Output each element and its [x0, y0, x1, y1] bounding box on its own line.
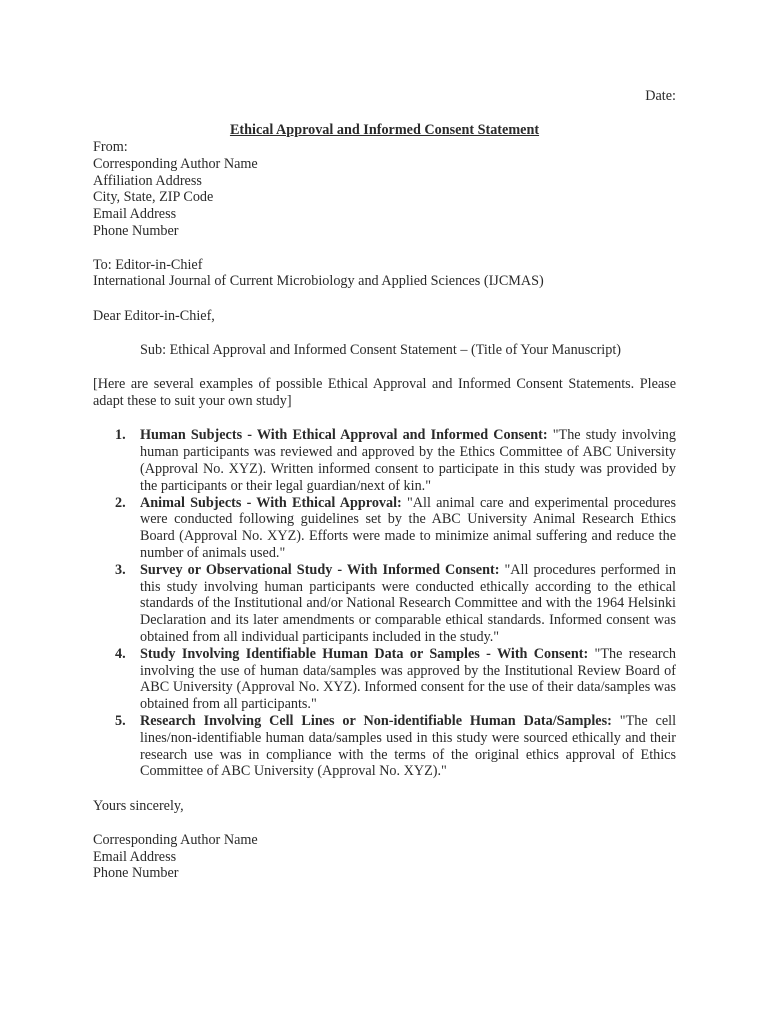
document-title: Ethical Approval and Informed Consent Statement — [229, 122, 540, 138]
list-item-number: 4. — [115, 645, 126, 662]
intro-paragraph: [Here are several examples of possible Ethical Approval and Informed Consent Statements. Please adapt these to suit your own study] — [93, 376, 676, 410]
list-item-number: 1. — [115, 427, 126, 444]
list-item — [115, 712, 677, 780]
from-affiliation-address: Affiliation Address — [93, 172, 202, 189]
signature-email-address: Email Address — [93, 848, 177, 865]
salutation: Dear Editor-in-Chief, — [93, 307, 215, 324]
list-item — [115, 645, 676, 713]
list-item — [115, 561, 676, 646]
list-item-number: 3. — [115, 561, 126, 578]
to-block — [93, 257, 676, 291]
list-item-text: "All procedures performed in this study involving human participants were conducted ethically according to the ethical standards of the Institutional and/or National Research Committee and with the 1964 Helsinki Declaration and its later amendments or comparable ethical standards. Informed consent was obtained from all individual participants included in the study." — [140, 561, 676, 645]
date-label: Date: — [645, 88, 676, 104]
examples-list — [93, 427, 676, 780]
signature-block — [93, 832, 676, 882]
list-item — [115, 494, 676, 562]
from-email-address: Email Address — [93, 206, 177, 223]
list-item-heading: Human Subjects - With Ethical Approval and Informed Consent: — [140, 427, 548, 444]
list-item — [115, 427, 676, 494]
closing: Yours sincerely, — [93, 797, 184, 814]
from-city-state-zip: City, State, ZIP Code — [93, 189, 214, 206]
subject-line: Sub: Ethical Approval and Informed Consent Statement – (Title of Your Manuscript) — [140, 341, 622, 358]
to-journal: International Journal of Current Microbiology and Applied Sciences (IJCMAS) — [93, 273, 544, 290]
list-item-number: 5. — [115, 712, 126, 729]
from-block — [93, 139, 676, 240]
list-item-heading: Study Involving Identifiable Human Data or Samples - With Consent: — [140, 645, 589, 662]
list-item-heading: Research Involving Cell Lines or Non-identifiable Human Data/Samples: — [140, 712, 612, 729]
list-item-text: "All animal care and experimental procedures were conducted following guidelines set by the ABC University Animal Research Ethics Board (Approval No. XYZ). Efforts were made to minimize animal suffering and reduce the number of animals used." — [140, 494, 676, 561]
from-phone-number: Phone Number — [93, 222, 179, 239]
from-author-name: Corresponding Author Name — [93, 155, 258, 172]
list-item-text: "The cell lines/non-identifiable human data/samples used in this study were sourced ethically and their research use was in compliance with the terms of the original ethics approval of Ethics Committee of ABC University (Approval No. XYZ)." — [140, 712, 677, 780]
signature-author-name: Corresponding Author Name — [93, 831, 258, 848]
to-recipient: To: Editor-in-Chief — [93, 256, 203, 273]
list-item-heading: Survey or Observational Study - With Informed Consent: — [140, 561, 500, 578]
list-item-text: "The study involving human participants was reviewed and approved by the Ethics Committee of ABC University (Approval No. XYZ). Written informed consent to participate in this study was provided by the participants or their legal guardian/next of kin." — [140, 427, 676, 494]
signature-phone-number: Phone Number — [93, 865, 179, 882]
from-label: From: — [93, 139, 128, 155]
list-item-number: 2. — [115, 494, 126, 511]
list-item-text: "The research involving the use of human data/samples was approved by the Institutional Review Board of ABC University (Approval No. XYZ). Informed consent for the use of their data/samples was obtained from all participants." — [140, 645, 676, 713]
list-item-heading: Animal Subjects - With Ethical Approval: — [140, 494, 402, 511]
letter-page — [93, 88, 676, 882]
